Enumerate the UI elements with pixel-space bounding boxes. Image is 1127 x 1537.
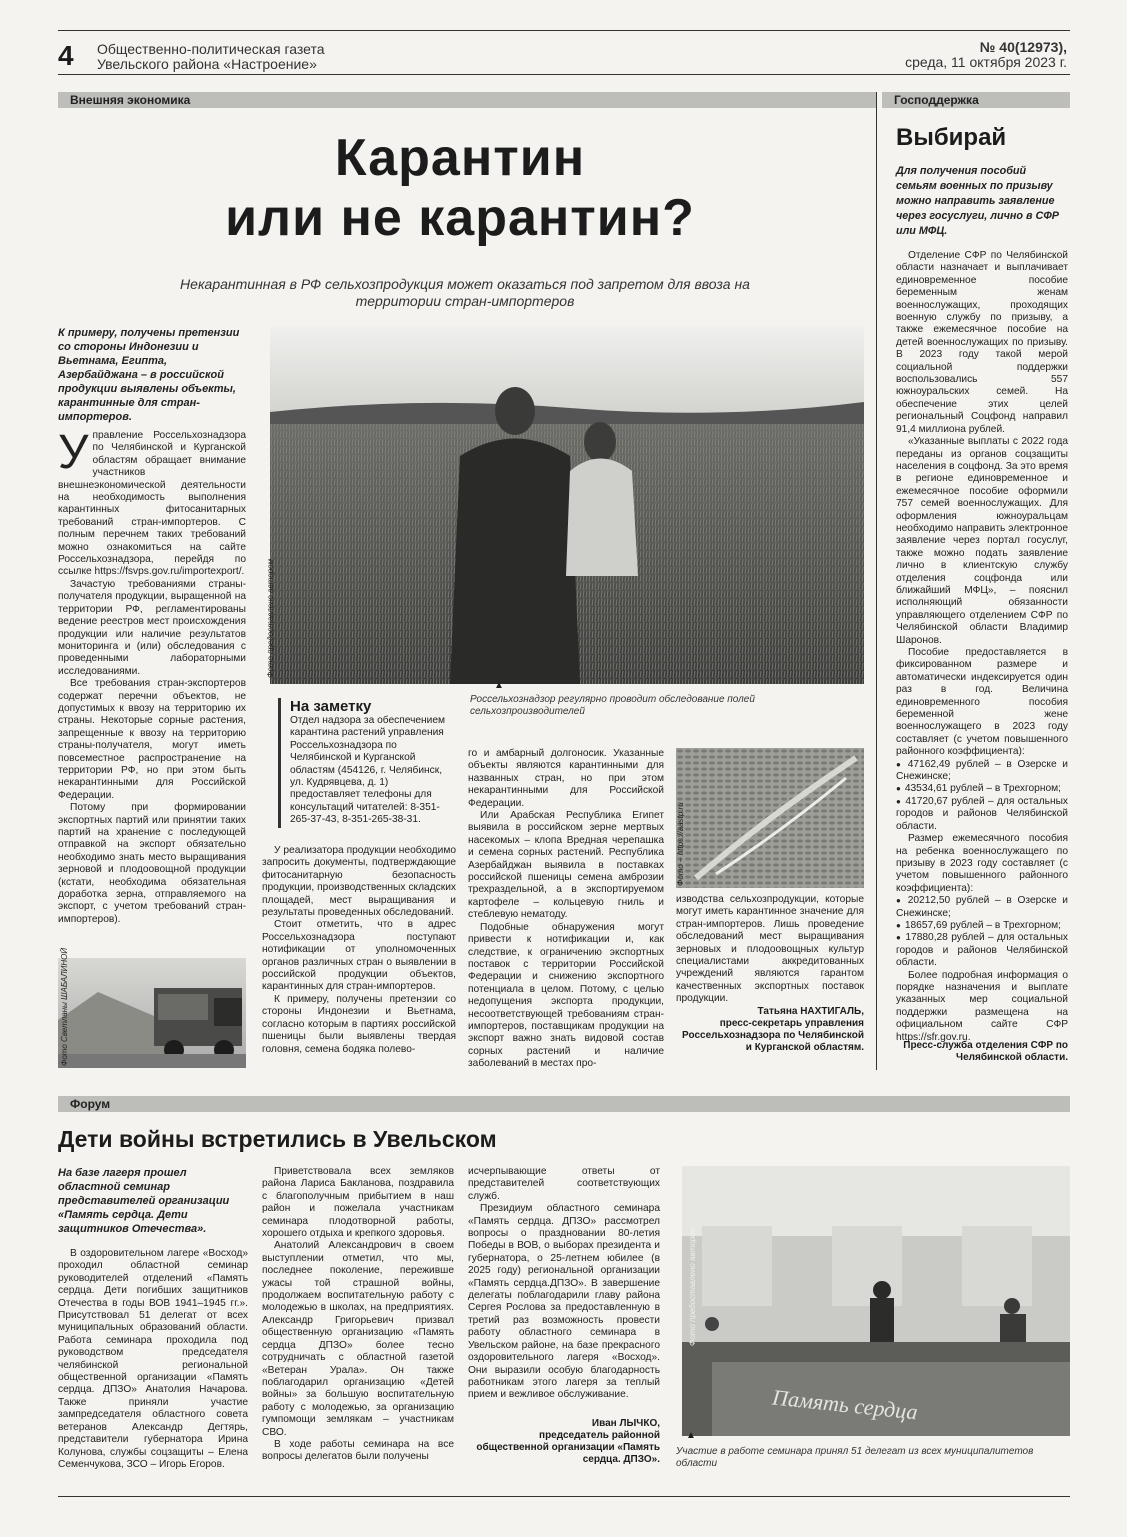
forum-paragraph: исчерпывающие ответы от представителей соответствующих служб.: [468, 1166, 660, 1202]
issue-number: № 40(12973),: [979, 39, 1067, 55]
section-bar-left: Внешняя экономика: [58, 92, 876, 108]
col1-paragraph: Все требования стран-экспортеров содержат перечни объектов, не допустимых к ввозу на территорию их страны. Некоторые сорные растения, запрещенные к ввозу на территорию страны-получателя, могут иметь повсеместное распространение на территории РФ, но при этом быть некарантинными для Российской Федерации.: [58, 678, 246, 801]
col2-paragraph: К примеру, получены претензии со стороны Индонезии и Вьетнама, согласно которым в партиях российской пшеницы были выявлены твердая головня, семена бодяка полево-: [262, 993, 456, 1055]
issue-date: среда, 11 октября 2023 г.: [905, 54, 1067, 70]
sidebar-paragraph: Более подробная информация о порядке назначения и выплате указанных мер социальной поддержки размещена на официальном сайте СФР https://sfr.gov.ru.: [896, 969, 1068, 1043]
sidebar-list-2: [896, 895, 1068, 969]
forum-column-3: [468, 1166, 660, 1402]
article-headline: [120, 128, 800, 248]
dropcap: У: [58, 426, 89, 479]
truck-photo: [58, 947, 246, 1068]
photo-credit-seminar: Фото предоставлено автором: [688, 1226, 697, 1346]
photo-credit-grain: Фото – https://aastp.ru: [676, 802, 685, 886]
sidebar-paragraph: Размер ежемесячного пособия на ребенка военнослужащего по призыву в 2023 году составляет (с учетом повышенного районного коэффициента):: [896, 833, 1068, 894]
list-item: ● 43534,61 рублей – в Трехгорном;: [896, 783, 1068, 795]
sidebar-body: [896, 250, 1068, 1044]
header-bottom-rule: [58, 74, 1070, 75]
field-photo: [266, 326, 864, 684]
list-item: ● 47162,49 рублей – в Озерске и Снежинске;: [896, 759, 1068, 784]
headline-line2: или не карантин?: [225, 189, 695, 247]
col2-paragraph: У реализатора продукции необходимо запросить документы, подтверждающие фитосанитарную безопасность продукции, производственных складских площадей, мест выращивания и результаты проведенных обследований.: [262, 845, 456, 919]
col1-paragraph: Зачастую требованиями страны-получателя продукции, выращенной на территории РФ, регламентированы ведение реестров мест происхождения продукции или наличие результатов мониторинга и (или) обследования с проведенными лабораторными исследованиями.: [58, 578, 246, 677]
footer-rule: [58, 1496, 1070, 1497]
article-column-4: [676, 894, 864, 1006]
note-text: Отдел надзора за обеспечением карантина растений управления Россельхознадзора по Челябинской и Курганской областям (454126, г. Челябинск, ул. Кудрявцева, д. 1) предоставляет телефоны для консультаций читателей: 8-351-265-37-43, 8-351-265-38-31.: [290, 715, 446, 826]
article-column-2: [262, 845, 456, 1056]
forum-paragraph: Приветствовала всех земляков района Лариса Бакланова, поздравила с благополучным прибытием в наш район и пожелала участникам семинара плодотворной работы, хорошего отдыха и крепкого здоровья.: [262, 1166, 454, 1240]
sidebar-lead: Для получения пособий семьям военных по призыву можно направить заявление через госуслуги, лично в СФР или МФЦ.: [896, 165, 1059, 237]
article-column-3: [468, 748, 664, 1071]
page-number: 4: [58, 40, 74, 71]
col3-paragraph: Подобные обнаружения могут привести к нотификации и, как следствие, к ограничению экспортных поставок с территории Российской Федерации и снижению экспортного потенциала в целом. Потому, с целью недопущения экспорта продукции, несоответствующей требованиям стран-импортеров, поставщикам продукции на экспорт важно знать видовой состав сорных растений и наличие заболеваний в местах про-: [468, 921, 664, 1070]
forum-paragraph: Анатолий Александрович в своем выступлении отметил, что мы, последнее поколение, переживше ужасы той страшной войны, продолжаем воспитательную работу с молодежью в школах, на предприятиях. Александр Григорьевич призвал общественную организацию «Память сердца ДПЗО» более тесно сотрудничать с областной газетой «Ветеран Урала». Он также поблагодарил организацию «Детей войны» за большую воспитательную работу с молодежью, за организацию гумпомощи землякам – участникам СВО.: [262, 1240, 454, 1438]
col3-paragraph: Или Арабская Республика Египет выявила в российском зерне мертвых насекомых – клопа Вредная черепашка и семена сорных растений. Республика Азербайджан выявила в поставках российской пшеницы семена амброзии трехраздельной, а в экспортируемом картофеле – кольцевую гниль и стеблевую нематоду.: [468, 810, 664, 921]
headline-line1: Карантин: [334, 129, 586, 187]
forum-column-2: [262, 1166, 454, 1464]
sidebar-paragraph: Пособие предоставляется в фиксированном размере и автоматически индексируется один раз в год. Величина единовременного пособия беременной жене военнослужащего в 2023 году составляет (с учетом повышенного районного коэффициента):: [896, 647, 1068, 758]
issue-info: [905, 40, 1067, 70]
newspaper-name-line2: Увельского района «Настроение»: [97, 56, 317, 72]
seminar-photo-caption: Участие в работе семинара принял 51 делегат из всех муниципалитетов области: [676, 1446, 1034, 1469]
sidebar-list-1: [896, 759, 1068, 833]
forum-signature-name: Иван ЛЫЧКО,: [591, 1418, 660, 1429]
caption-triangle: ▲: [494, 680, 504, 691]
sidebar-signature: Пресс-служба отделения СФР по Челябинской области.: [903, 1040, 1068, 1063]
seminar-photo: [682, 1166, 1070, 1436]
forum-paragraph: В ходе работы семинара на все вопросы делегатов были получены: [262, 1438, 454, 1463]
forum-paragraph: Президиум областного семинара «Память сердца. ДПЗО» рассмотрел вопросы о праздновании 80-летия Победы в ВОВ, о выборах президента и губернатора, о 25-летнем юбилее (в 2025 году) региональной организации «Память сердца.ДПЗО». В завершение делегаты поблагодарили главу района Сергея Рослова за предоставленную в третий раз возможность провести работу областного семинара в Увельском районе, на базе прекрасного оздоровительного лагеря «Восход». Они выразили особую благодарность работникам этого лагеря за теплый прием и вежливое обслуживание.: [468, 1203, 660, 1401]
forum-headline: Дети войны встретились в Увельском: [58, 1126, 497, 1152]
article-column-1: [58, 426, 246, 926]
list-item: ● 20212,50 рублей – в Озерске и Снежинске;: [896, 895, 1068, 920]
note-title: На заметку: [290, 698, 372, 715]
section-bar-right: Господдержка: [882, 92, 1070, 108]
photo-credit-main: Фото предоставлено автором: [266, 558, 275, 678]
grain-photo: [676, 748, 864, 888]
article-signature: [676, 1006, 864, 1054]
newspaper-name: [97, 42, 325, 72]
banner-text: Память сердца: [771, 1384, 919, 1425]
col4-paragraph: изводства сельхозпродукции, которые могут иметь карантинное значение для стран-импортеров. Лишь проведение обследований мест выращивания зерновых и плодоовощных культур специалистами аккредитованных учреждений являются гарантом качественных экспортных поставок продукции.: [676, 894, 864, 1005]
col1-paragraph: правление Россельхознадзора по Челябинской и Курганской областям обращает внимание участников внешнеэкономической деятельности на необходимость выполнения карантинных фитосанитарных требований стран-импортеров. С полным перечнем таких требований можно ознакомиться на сайте Россельхознадзора, перейдя по ссылке https://fsvps.gov.ru/importexport/.: [58, 430, 246, 578]
note-box-bar: [278, 698, 281, 828]
newspaper-name-line1: Общественно-политическая газета: [97, 41, 325, 57]
article-subhead: Некарантинная в РФ сельхозпродукция может оказаться под запретом для ввоза на территории стран-импортеров: [180, 276, 750, 309]
col2-paragraph: Стоит отметить, что в адрес Россельхознадзора поступают нотификации от уполномоченных органов различных стран о выявлении в российской продукции объектов, карантинных для стран-импортеров.: [262, 919, 456, 993]
signature-name: Татьяна НАХТИГАЛЬ,: [757, 1006, 864, 1017]
sidebar-title: Выбирай: [896, 124, 1007, 151]
field-photo-caption: Россельхознадзор регулярно проводит обследование полей сельхозпроизводителей: [470, 694, 755, 717]
article-lead: К примеру, получены претензии со стороны Индонезии и Вьетнама, Египта, Азербайджана – в российской продукции выявлены объекты, карантинные для стран-импортеров.: [58, 327, 240, 423]
forum-signature-role: председатель районной общественной организации «Память сердца. ДПЗО».: [476, 1430, 660, 1465]
note-box: [278, 698, 454, 827]
forum-signature: [468, 1418, 660, 1466]
list-item: ● 17880,28 рублей – для остальных городов и районов Челябинской области.: [896, 932, 1068, 969]
forum-column-1: [58, 1248, 248, 1471]
seminar-caption-triangle: ▲: [686, 1430, 696, 1441]
col3-paragraph: го и амбарный долгоносик. Указанные объекты являются карантинными для названных стран, но при этом некарантинными для Российской Федерации.: [468, 748, 664, 809]
sidebar-divider: [876, 92, 877, 1070]
sidebar-paragraph: «Указанные выплаты с 2022 года переданы из органов соцзащиты населения в соцфонд. За это время в регионе единовременное и ежемесячное пособие оформили 757 семей военнослужащих. Для оформления южноуральцам необходимо направить электронное заявление через портал госуслуг, также можно подать заявление лично в клиентскую службу отделения соцфонда или ближайший МФЦ», – пояснил исполняющий обязанности управляющего отделением СФР по Челябинской области Владимир Шаронов.: [896, 436, 1068, 646]
signature-role: пресс-секретарь управления Россельхознадзора по Челябинской и Курганской областям.: [682, 1018, 864, 1053]
header-rule: [58, 30, 1070, 31]
section-bar-bottom: Форум: [58, 1096, 1070, 1112]
photo-credit-truck: Фото Светланы ШАБАЛИНОЙ: [60, 947, 69, 1066]
list-item: ● 18657,69 рублей – в Трехгорном;: [896, 920, 1068, 932]
sidebar-paragraph: Отделение СФР по Челябинской области назначает и выплачивает единовременное пособие беременным женам военнослужащих, проходящих военную службу по призыву, а также ежемесячное пособие на детей военнослужащих по призыву. В 2023 году такой мерой социальной поддержки воспользовались 557 южноуральских семей. На обеспечение этих целей региональный Соцфонд направил 91,4 миллиона рублей.: [896, 250, 1068, 435]
col1-paragraph: Потому при формировании экспортных партий или принятии таких партий на хранение с последующей отправкой на экспорт обязательно необходимо знать место выращивания зерновой и плодоовощной продукции (кстати, необходима обязательная доработка зерна, отправляемого на экспорт, с учетом требований стран-импортеров).: [58, 802, 246, 925]
forum-lead: На базе лагеря прошел областной семинар представителей организации «Память сердца. Дети защитников Отечества».: [58, 1167, 230, 1235]
list-item: ● 41720,67 рублей – для остальных городов и районов Челябинской области.: [896, 796, 1068, 833]
forum-paragraph: В оздоровительном лагере «Восход» проходил областной семинар руководителей отделений «Память сердца. Дети погибших защитников Отечества в годы ВОВ 1941–1945 гг.». Присутствовал 51 делегат от всех муниципальных образований области. Работа семинара проходила под руководством председателя челябинской региональной общественной организации «Память сердца. ДПЗО» Анатолия Начарова. Также приняли участие зампредседателя областного совета ветеранов Александр Дегтярь, представители губернатора Ирина Колунова, службы соцзащиты – Елена Семенчукова, ЗСО – Игорь Егоров.: [58, 1248, 248, 1470]
